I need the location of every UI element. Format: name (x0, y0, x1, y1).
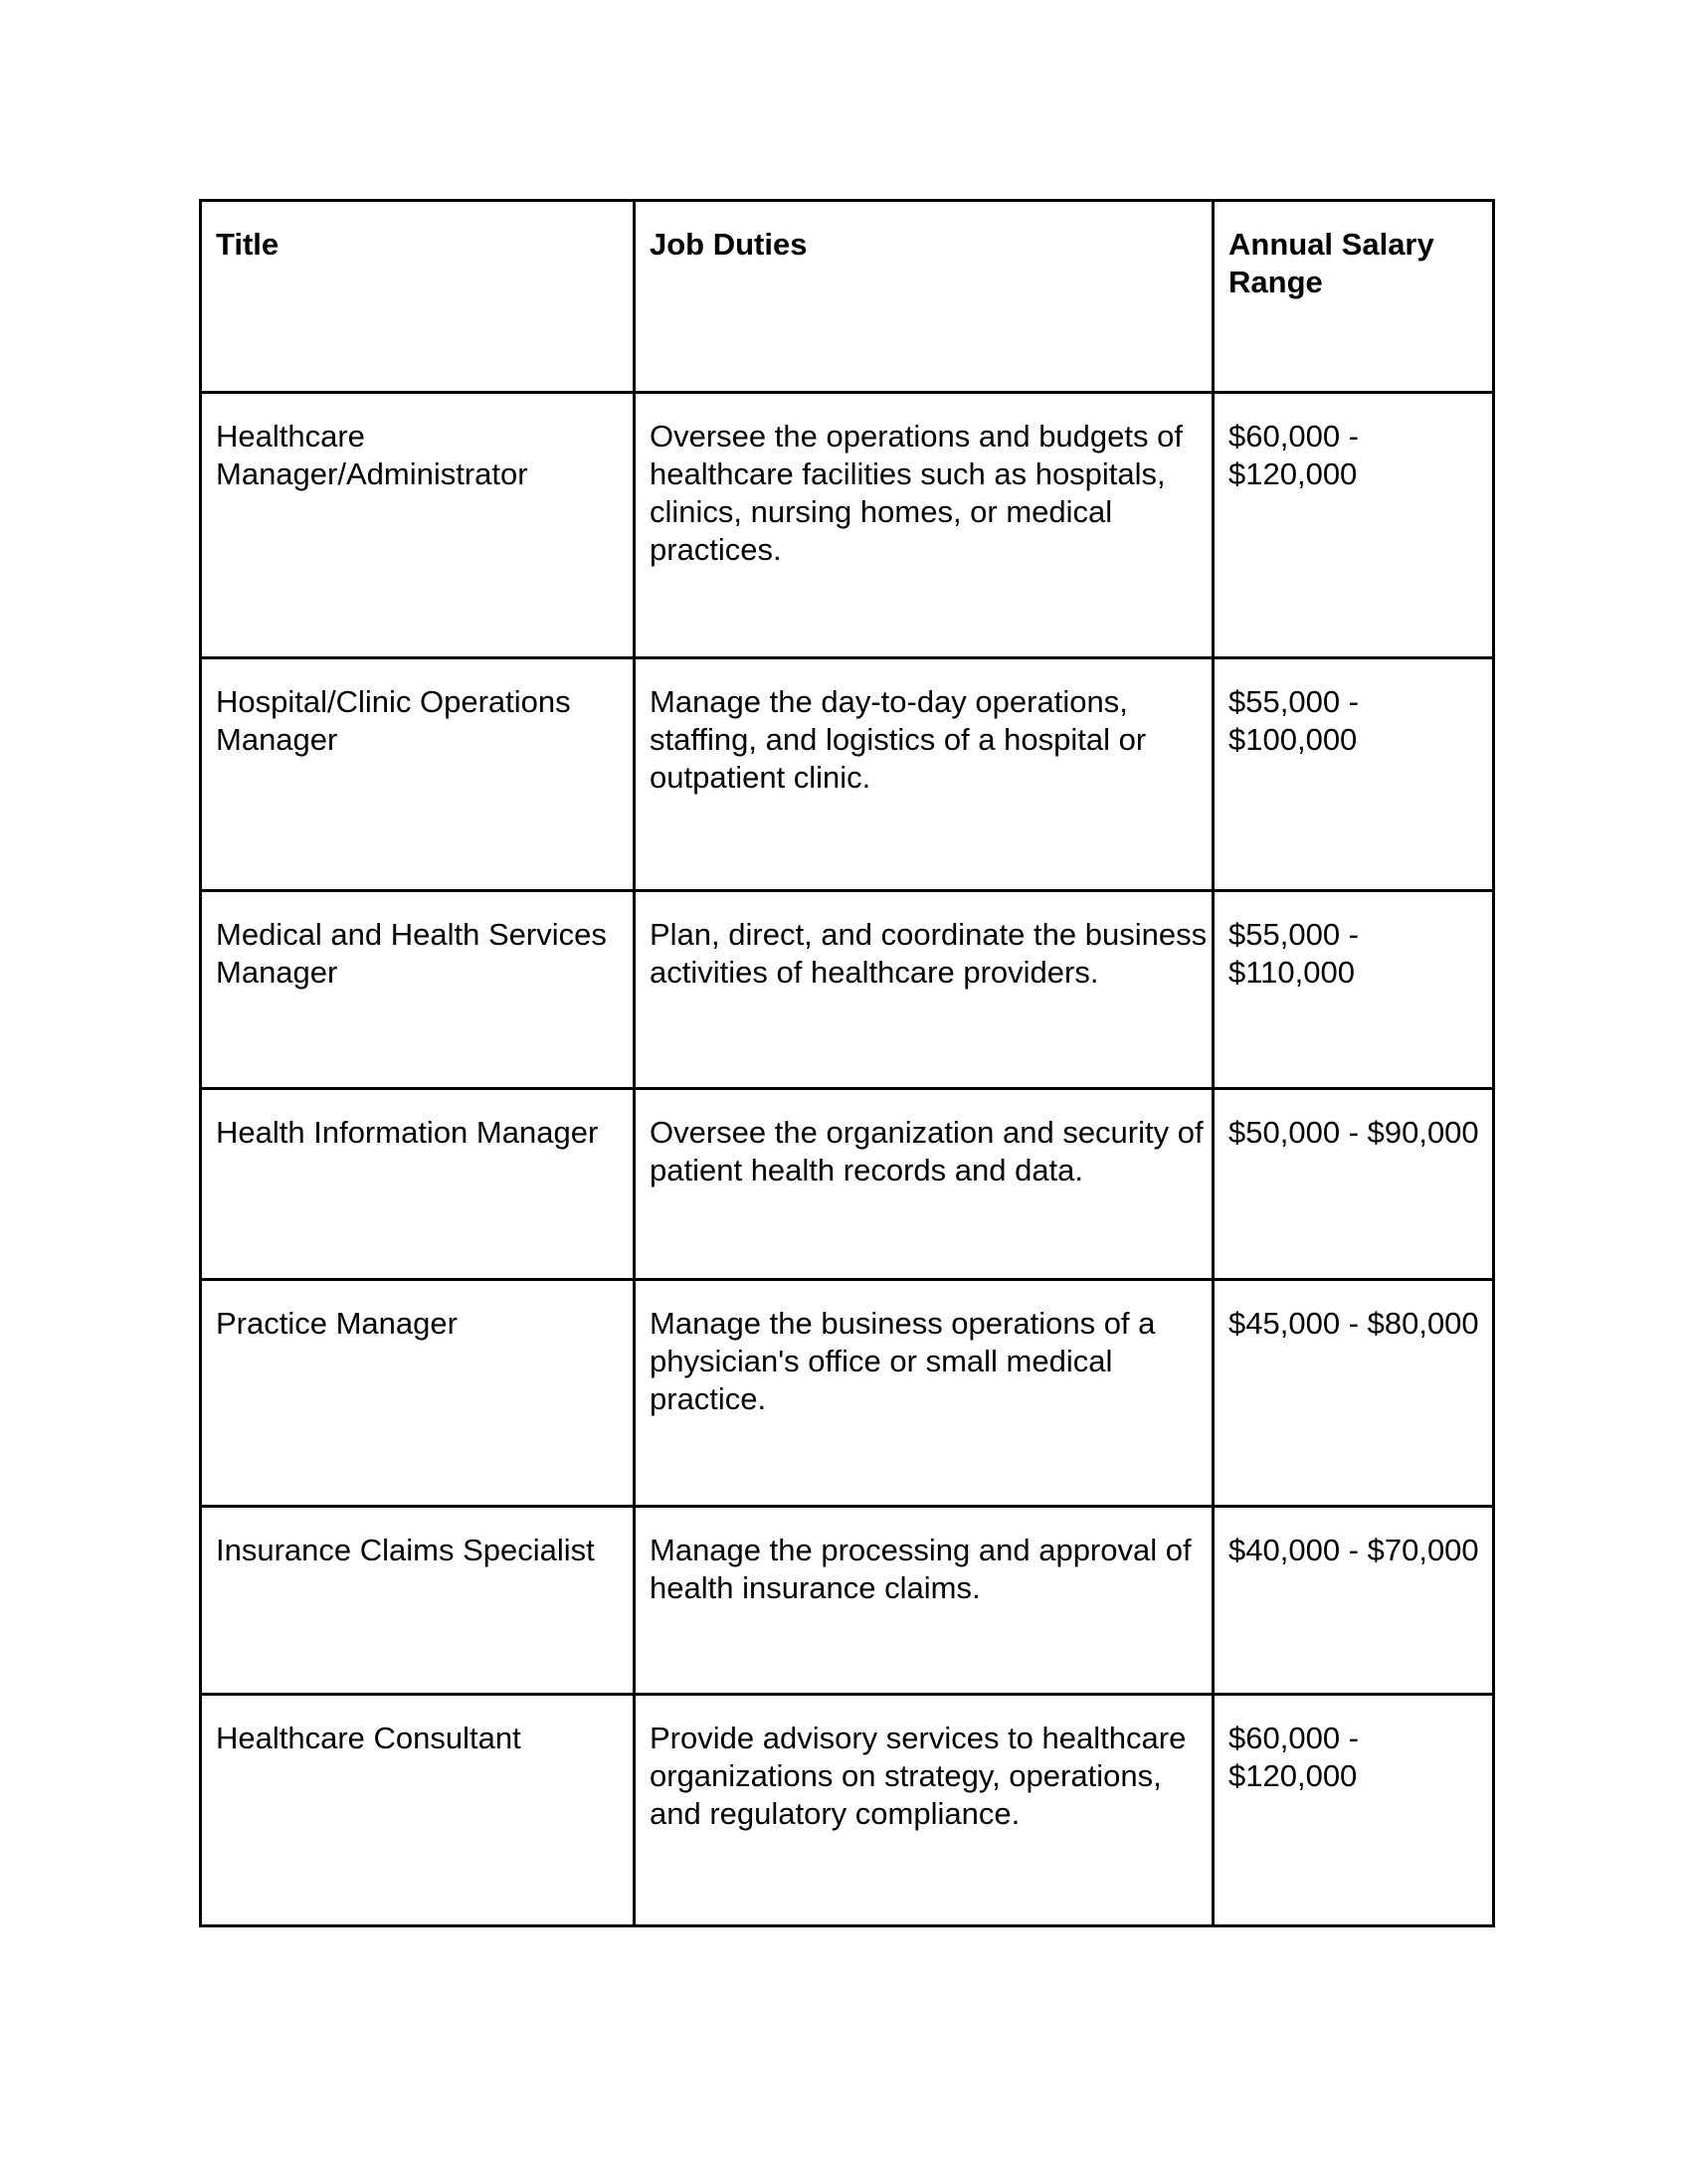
cell-title: Insurance Claims Specialist (201, 1507, 635, 1695)
cell-duties: Manage the day-to-day operations, staffing, and logistics of a hospital or outpatient clinic. (635, 658, 1214, 891)
column-header-job-duties: Job Duties (635, 201, 1214, 393)
cell-title: Health Information Manager (201, 1089, 635, 1280)
job-table (199, 199, 1495, 1927)
cell-salary: $55,000 - $100,000 (1214, 658, 1494, 891)
table-row (201, 1507, 1494, 1695)
table-header-row (201, 201, 1494, 393)
cell-duties: Manage the processing and approval of health insurance claims. (635, 1507, 1214, 1695)
cell-duties: Oversee the organization and security of patient health records and data. (635, 1089, 1214, 1280)
cell-title: Healthcare Consultant (201, 1695, 635, 1926)
cell-duties: Plan, direct, and coordinate the business activities of healthcare providers. (635, 891, 1214, 1089)
cell-salary: $60,000 - $120,000 (1214, 393, 1494, 658)
cell-title: Healthcare Manager/Administrator (201, 393, 635, 658)
column-header-annual-salary-range: Annual Salary Range (1214, 201, 1494, 393)
cell-salary: $40,000 - $70,000 (1214, 1507, 1494, 1695)
cell-title: Medical and Health Services Manager (201, 891, 635, 1089)
table-row (201, 658, 1494, 891)
table-row (201, 1280, 1494, 1507)
table-row (201, 1695, 1494, 1926)
cell-salary: $45,000 - $80,000 (1214, 1280, 1494, 1507)
table-row (201, 891, 1494, 1089)
cell-duties: Provide advisory services to healthcare organizations on strategy, operations, and regulatory compliance. (635, 1695, 1214, 1926)
column-header-title: Title (201, 201, 635, 393)
cell-duties: Oversee the operations and budgets of healthcare facilities such as hospitals, clinics, nursing homes, or medical practices. (635, 393, 1214, 658)
cell-salary: $50,000 - $90,000 (1214, 1089, 1494, 1280)
table-row (201, 393, 1494, 658)
cell-title: Practice Manager (201, 1280, 635, 1507)
cell-salary: $55,000 - $110,000 (1214, 891, 1494, 1089)
table-row (201, 1089, 1494, 1280)
cell-salary: $60,000 - $120,000 (1214, 1695, 1494, 1926)
cell-title: Hospital/Clinic Operations Manager (201, 658, 635, 891)
cell-duties: Manage the business operations of a physician's office or small medical practice. (635, 1280, 1214, 1507)
